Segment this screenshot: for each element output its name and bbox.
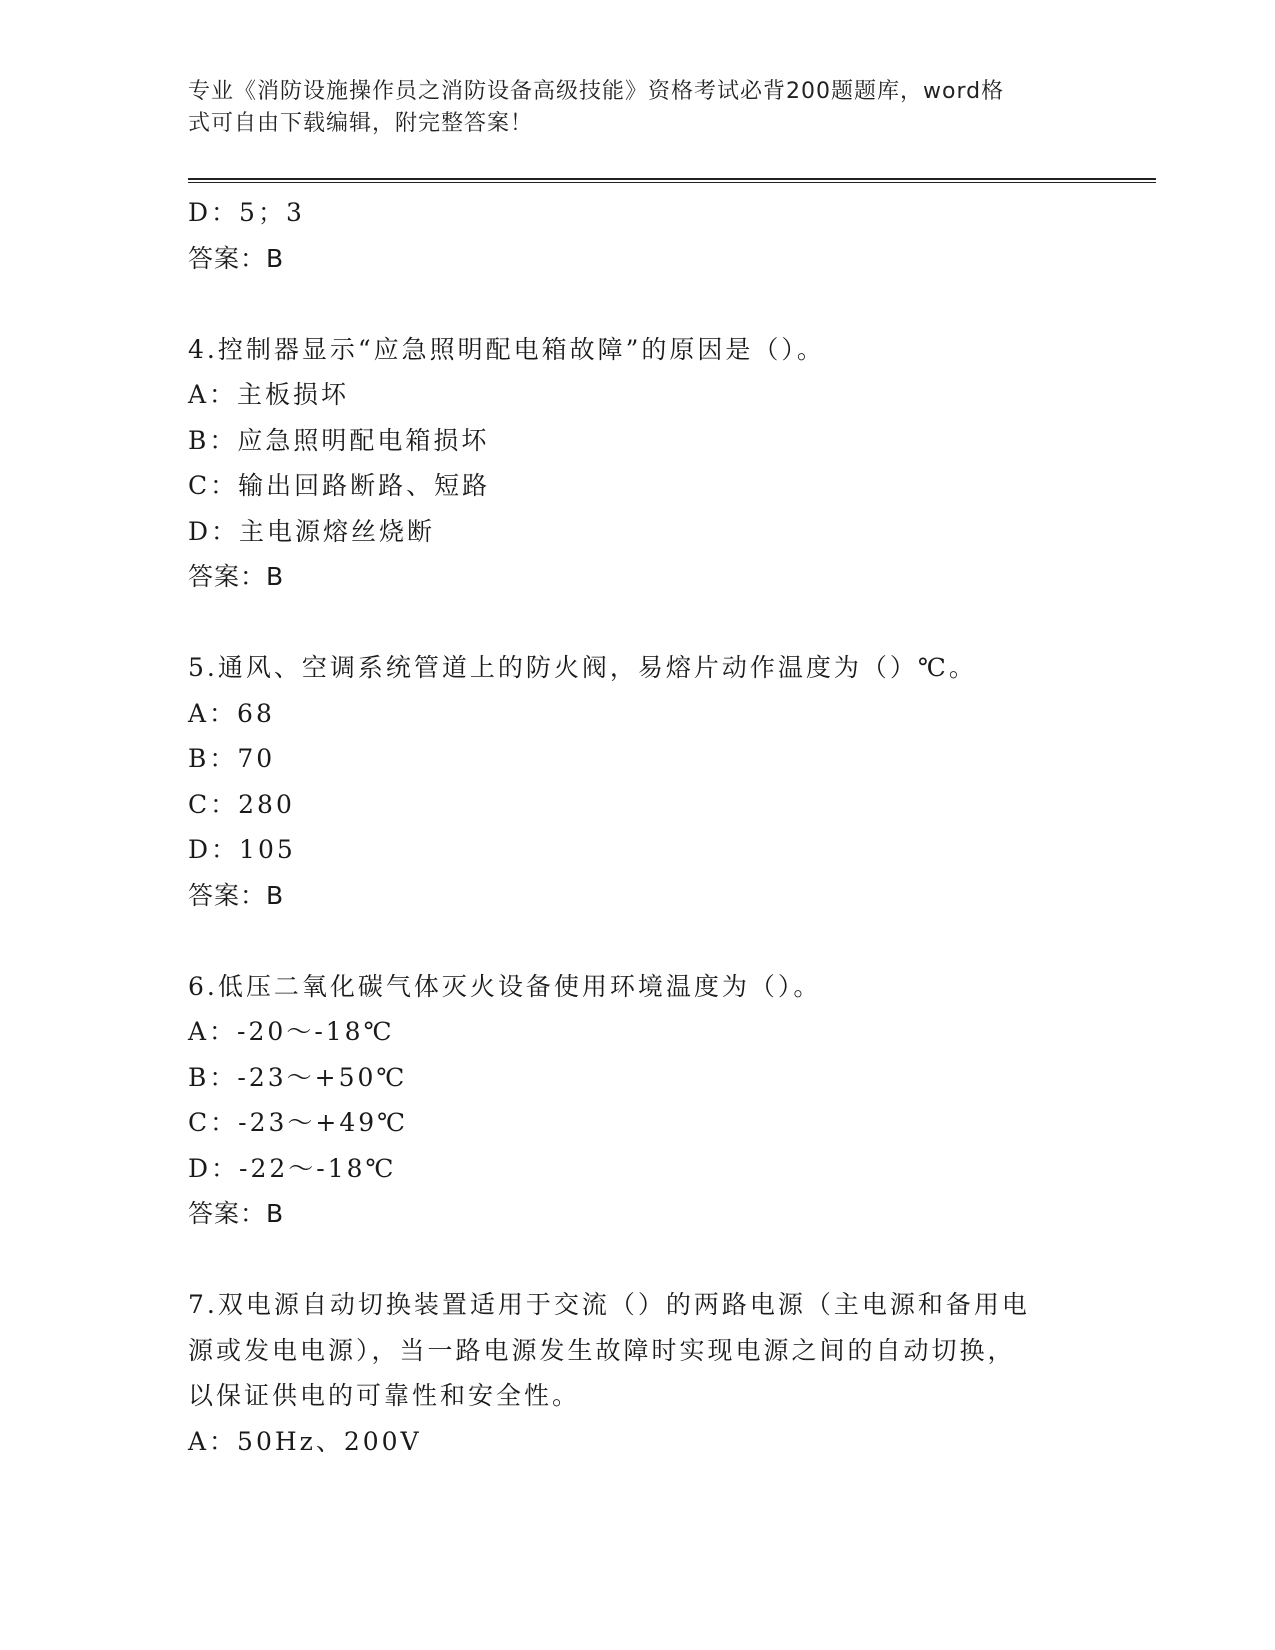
answer: 答案：B (188, 562, 285, 591)
option-c: C：280 (188, 789, 295, 819)
page-header (188, 76, 1088, 140)
option-a: A：50Hz、200V (188, 1426, 422, 1456)
option-b: B：-23～+50℃ (188, 1062, 408, 1092)
question-4 (188, 327, 1088, 600)
option-c: C：-23～+49℃ (188, 1108, 409, 1137)
spacer (188, 600, 1088, 646)
q3-answer: 答案：B (188, 243, 285, 273)
question-stem: 5.通风、空调系统管道上的防火阀，易熔片动作温度为（）℃。 (188, 653, 977, 682)
option-d: D：-22～-18℃ (188, 1153, 397, 1183)
question-stem-line-1: 7.双电源自动切换装置适用于交流（）的两路电源（主电源和备用电 (188, 1290, 1030, 1319)
question-stem-line-3: 以保证供电的可靠性和安全性。 (188, 1381, 581, 1410)
question-stem-line-2: 源或发电电源），当一路电源发生故障时实现电源之间的自动切换， (188, 1335, 1016, 1365)
option-a: A：主板损坏 (188, 380, 350, 409)
spacer (188, 1237, 1088, 1283)
option-a: A：-20～-18℃ (188, 1017, 395, 1046)
header-line-2: 式可自由下载编辑，附完整答案！ (188, 111, 534, 136)
header-divider (188, 178, 1156, 183)
question-6 (188, 964, 1088, 1237)
option-d: D：105 (188, 835, 296, 864)
spacer (188, 281, 1088, 327)
question-stem: 6.低压二氧化碳气体灭火设备使用环境温度为（）。 (188, 971, 822, 1001)
question-7 (188, 1282, 1088, 1464)
option-a: A：68 (188, 698, 275, 728)
answer: 答案：B (188, 1199, 285, 1228)
question-content (188, 190, 1088, 1464)
question-5 (188, 645, 1088, 918)
option-b: B：应急照明配电箱损坏 (188, 425, 490, 455)
option-d: D：主电源熔丝烧断 (188, 516, 436, 546)
q3-option-d: D：5；3 (188, 198, 305, 227)
spacer (188, 918, 1088, 964)
option-b: B：70 (188, 744, 276, 773)
option-c: C：输出回路断路、短路 (188, 471, 491, 500)
answer: 答案：B (188, 880, 285, 910)
header-line-1: 专业《消防设施操作员之消防设备高级技能》资格考试必背200题题库，word格 (188, 79, 1005, 104)
question-stem: 4.控制器显示“应急照明配电箱故障”的原因是（）。 (188, 334, 825, 364)
